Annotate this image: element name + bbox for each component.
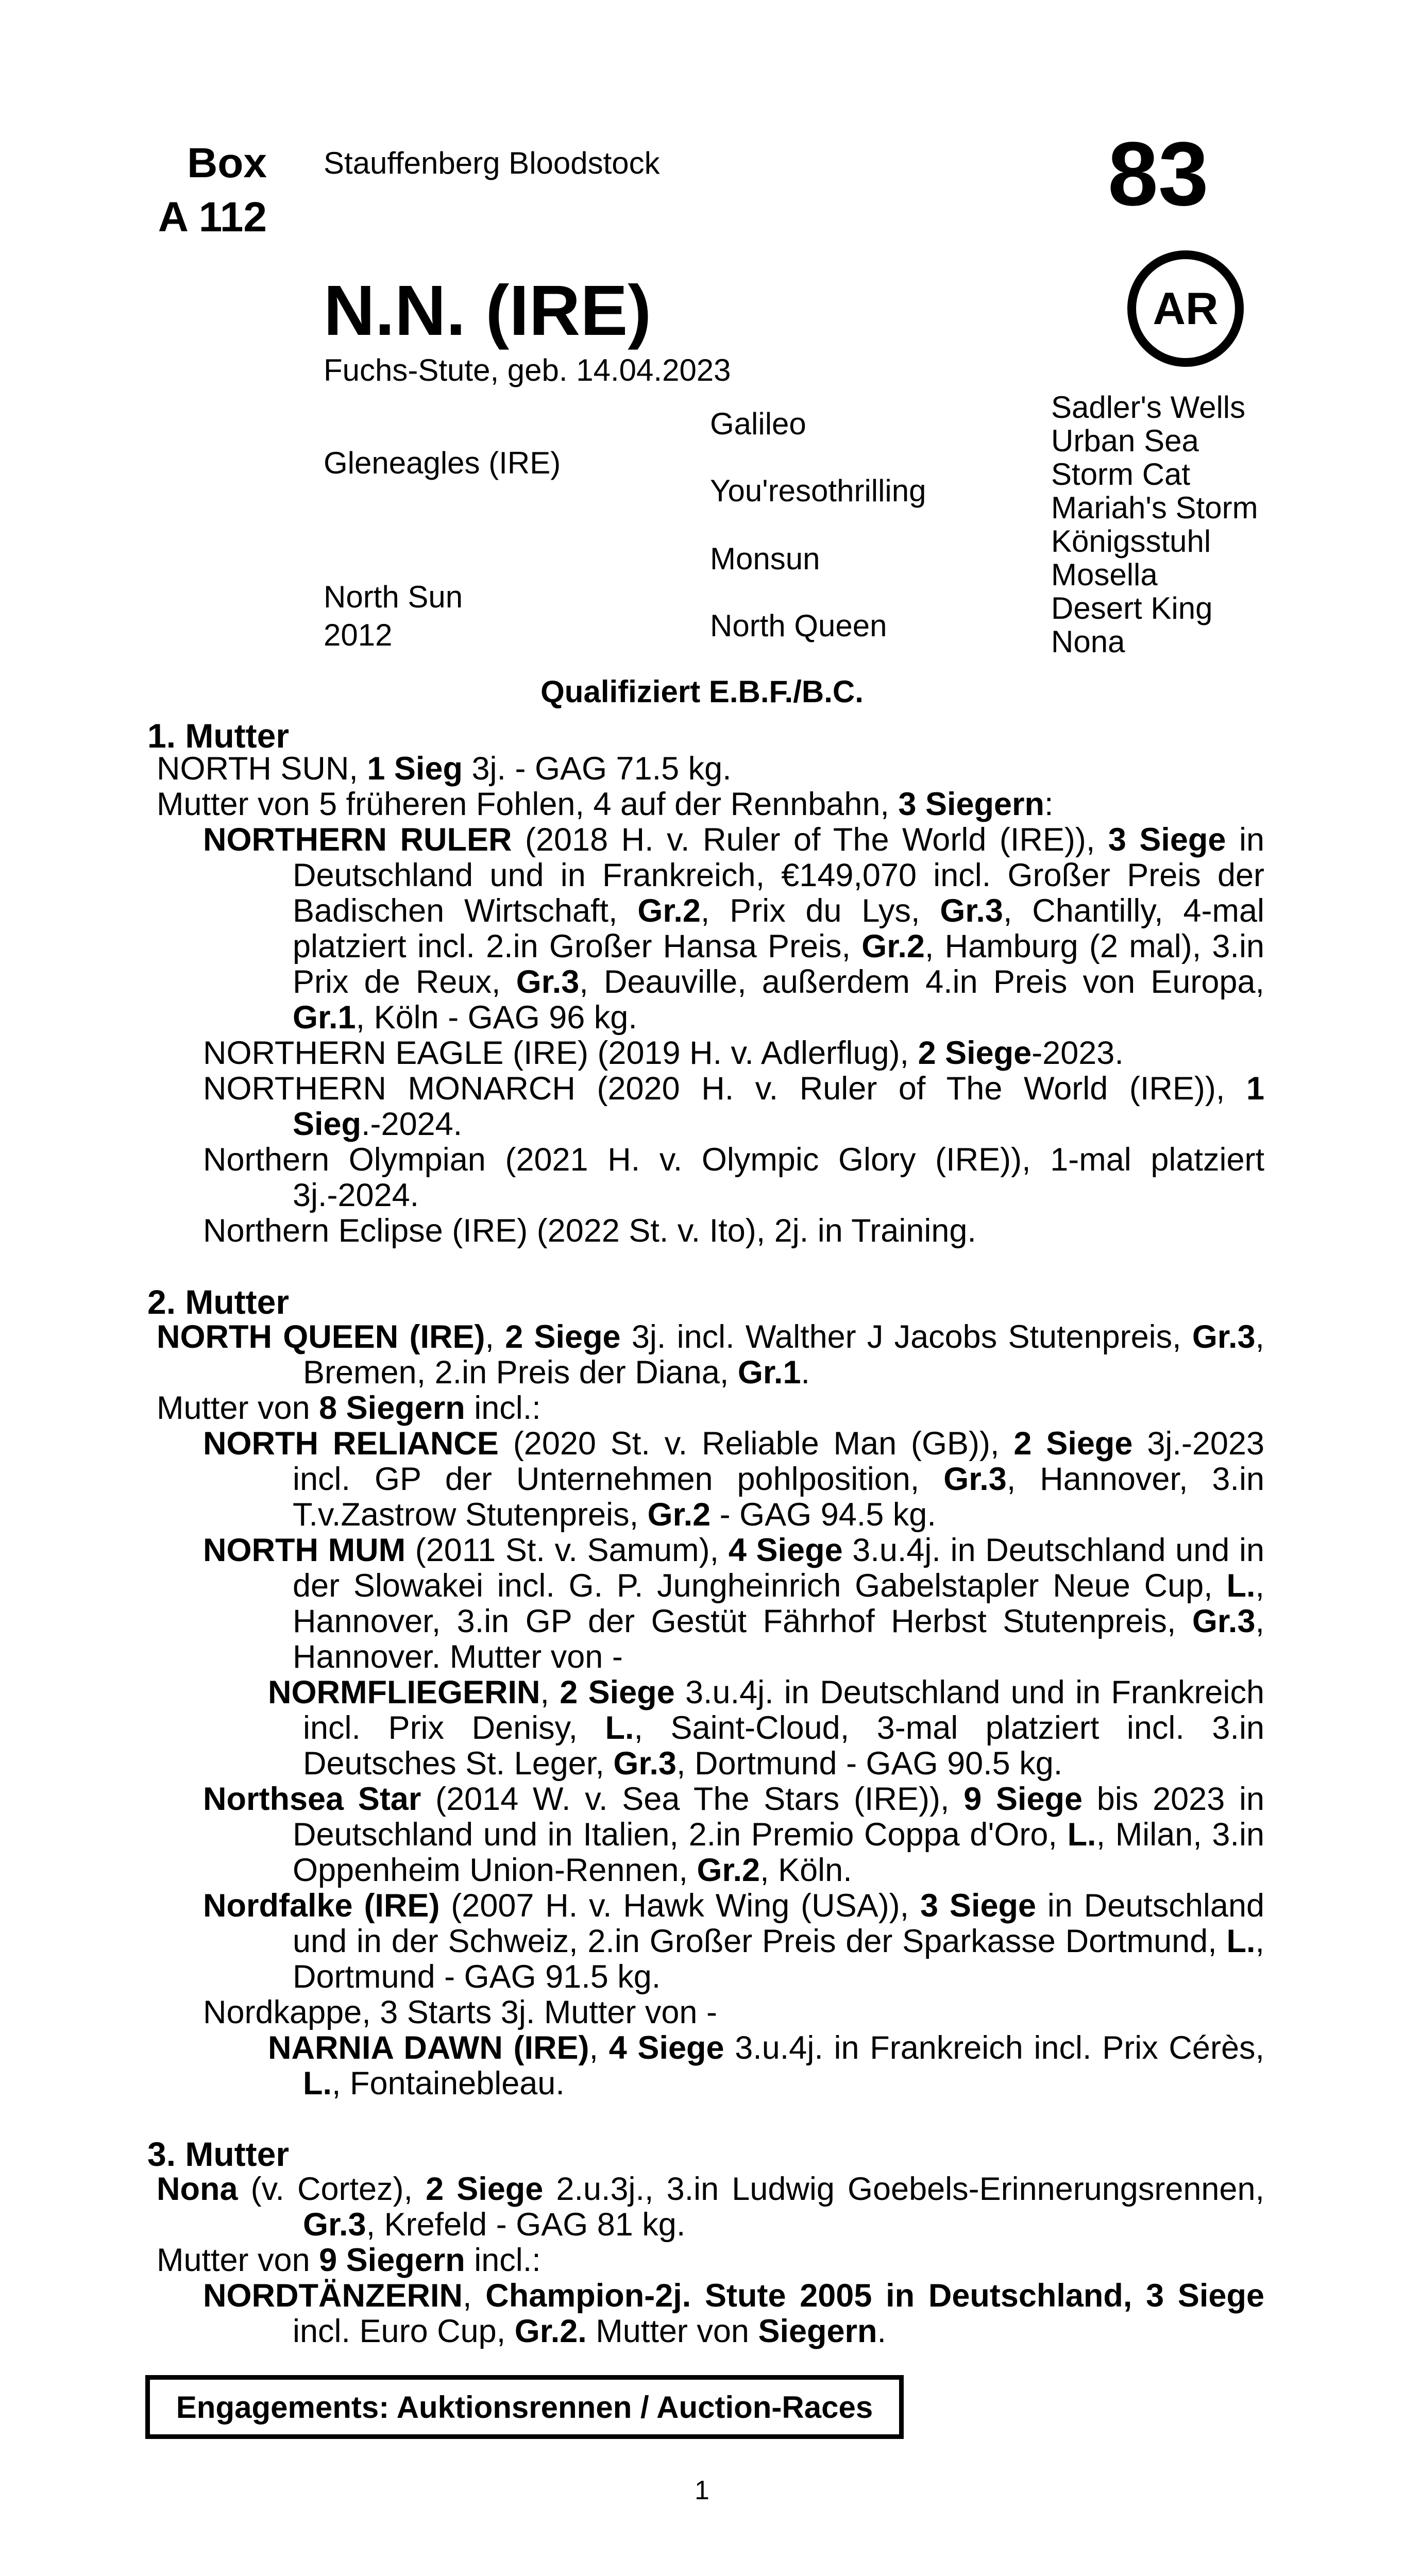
box-number: A 112	[158, 194, 267, 241]
section-third-dam: 3. Mutter	[147, 2135, 290, 2173]
second-dam-line: NORTH QUEEN (IRE), 2 Siege 3j. incl. Walther J Jacobs Stutenpreis, Gr.3, Bremen, 2.in Preis der Diana, Gr.1.	[157, 1319, 1265, 1391]
third-dam-line: Nona (v. Cortez), 2 Siege 2.u.3j., 3.in Ludwig Goebels-Erinnerungsrennen, Gr.3, Krefeld - GAG 81 kg.	[157, 2171, 1265, 2243]
second-dam-produce: Mutter von 8 Siegern incl.:	[157, 1390, 541, 1426]
entry-narnia-dawn: NARNIA DAWN (IRE), 4 Siege 3.u.4j. in Frankreich incl. Prix Cérès, L., Fontainebleau.	[268, 2030, 1264, 2102]
entry-north-reliance: NORTH RELIANCE (2020 St. v. Reliable Man (GB)), 2 Siege 3j.-2023 incl. GP der Unternehmen pohlposition, Gr.3, Hannover, 3.in T.v.Zastrow Stutenpreis, Gr.2 - GAG 94.5 kg.	[203, 1426, 1265, 1533]
pedigree-gen3-6: Mosella	[1051, 557, 1158, 592]
horse-name: N.N. (IRE)	[324, 271, 652, 350]
entry-north-mum: NORTH MUM (2011 St. v. Samum), 4 Siege 3.u.4j. in Deutschland und in der Slowakei incl. G. P. Jungheinrich Gabelstapler Neue Cup, L., Hannover, 3.in GP der Gestüt Fährhof Herbst Stutenpreis, Gr.3, Hannover. Mutter von -	[203, 1532, 1265, 1675]
section-first-dam: 1. Mutter	[147, 717, 290, 755]
entry-normfliegerin: NORMFLIEGERIN, 2 Siege 3.u.4j. in Deutschland und in Frankreich incl. Prix Denisy, L., Saint-Cloud, 3-mal platziert incl. 3.in Deutsches St. Leger, Gr.3, Dortmund - GAG 90.5 kg.	[268, 1674, 1264, 1782]
pedigree-gen3-7: Desert King	[1051, 591, 1213, 625]
pedigree-dam-sire: Monsun	[710, 541, 820, 576]
entry-northern-eagle: NORTHERN EAGLE (IRE) (2019 H. v. Adlerflug), 2 Siege-2023.	[203, 1035, 1124, 1071]
first-dam-produce: Mutter von 5 früheren Fohlen, 4 auf der Rennbahn, 3 Siegern:	[157, 786, 1054, 822]
entry-northern-olympian: Northern Olympian (2021 H. v. Olympic Glory (IRE)), 1-mal platziert 3j.-2024.	[203, 1142, 1264, 1213]
pedigree-gen3-4: Mariah's Storm	[1051, 490, 1258, 525]
pedigree-gen3-5: Königsstuhl	[1051, 524, 1211, 558]
horse-description: Fuchs-Stute, geb. 14.04.2023	[324, 353, 731, 387]
pedigree-gen3-2: Urban Sea	[1051, 423, 1199, 458]
pedigree-dam-dam: North Queen	[710, 608, 887, 643]
pedigree-gen3-3: Storm Cat	[1051, 457, 1191, 492]
pedigree-sire-sire: Galileo	[710, 406, 806, 441]
qualification: Qualifiziert E.B.F./B.C.	[540, 674, 864, 709]
first-dam-line: NORTH SUN, 1 Sieg 3j. - GAG 71.5 kg.	[157, 751, 732, 787]
pedigree-dam-year: 2012	[324, 618, 393, 652]
engagements-box	[145, 2375, 904, 2439]
consignor: Stauffenberg Bloodstock	[324, 146, 660, 180]
entry-nordtaenzerin: NORDTÄNZERIN, Champion-2j. Stute 2005 in Deutschland, 3 Siege incl. Euro Cup, Gr.2. Mutter von Siegern.	[203, 2278, 1264, 2349]
entry-nordkappe: Nordkappe, 3 Starts 3j. Mutter von -	[203, 1994, 717, 2030]
engagements-text: Engagements: Auktionsrennen / Auction-Races	[176, 2389, 873, 2425]
ar-badge-text: AR	[1153, 283, 1219, 334]
entry-northern-eclipse: Northern Eclipse (IRE) (2022 St. v. Ito), 2j. in Training.	[203, 1213, 976, 1249]
pedigree-dam: North Sun	[324, 580, 463, 614]
entry-nordfalke: Nordfalke (IRE) (2007 H. v. Hawk Wing (USA)), 3 Siege in Deutschland und in der Schweiz, 2.in Großer Preis der Sparkasse Dortmund, L., Dortmund - GAG 91.5 kg.	[203, 1888, 1265, 1995]
pedigree-gen3-1: Sadler's Wells	[1051, 390, 1246, 425]
pedigree-gen3-8: Nona	[1051, 624, 1125, 659]
page-number: 1	[695, 2476, 709, 2505]
section-second-dam: 2. Mutter	[147, 1283, 290, 1321]
entry-northsea-star: Northsea Star (2014 W. v. Sea The Stars (IRE)), 9 Siege bis 2023 in Deutschland und in Italien, 2.in Premio Coppa d'Oro, L., Milan, 3.in Oppenheim Union-Rennen, Gr.2, Köln.	[203, 1781, 1264, 1888]
box-label: Box	[187, 140, 267, 187]
pedigree-sire: Gleneagles (IRE)	[324, 446, 561, 480]
pedigree-sire-dam: You'resothrilling	[710, 473, 926, 508]
entry-northern-ruler: NORTHERN RULER (2018 H. v. Ruler of The World (IRE)), 3 Siege in Deutschland und in Frankreich, €149,070 incl. Großer Preis der Badischen Wirtschaft, Gr.2, Prix du Lys, Gr.3, Chantilly, 4-mal platziert incl. 2.in Großer Hansa Preis, Gr.2, Hamburg (2 mal), 3.in Prix de Reux, Gr.3, Deauville, außerdem 4.in Preis von Europa, Gr.1, Köln - GAG 96 kg.	[203, 822, 1265, 1036]
lot-number: 83	[1108, 124, 1209, 225]
entry-northern-monarch: NORTHERN MONARCH (2020 H. v. Ruler of The World (IRE)), 1 Sieg.-2024.	[203, 1071, 1264, 1142]
ar-badge	[1127, 250, 1244, 367]
third-dam-produce: Mutter von 9 Siegern incl.:	[157, 2242, 541, 2278]
